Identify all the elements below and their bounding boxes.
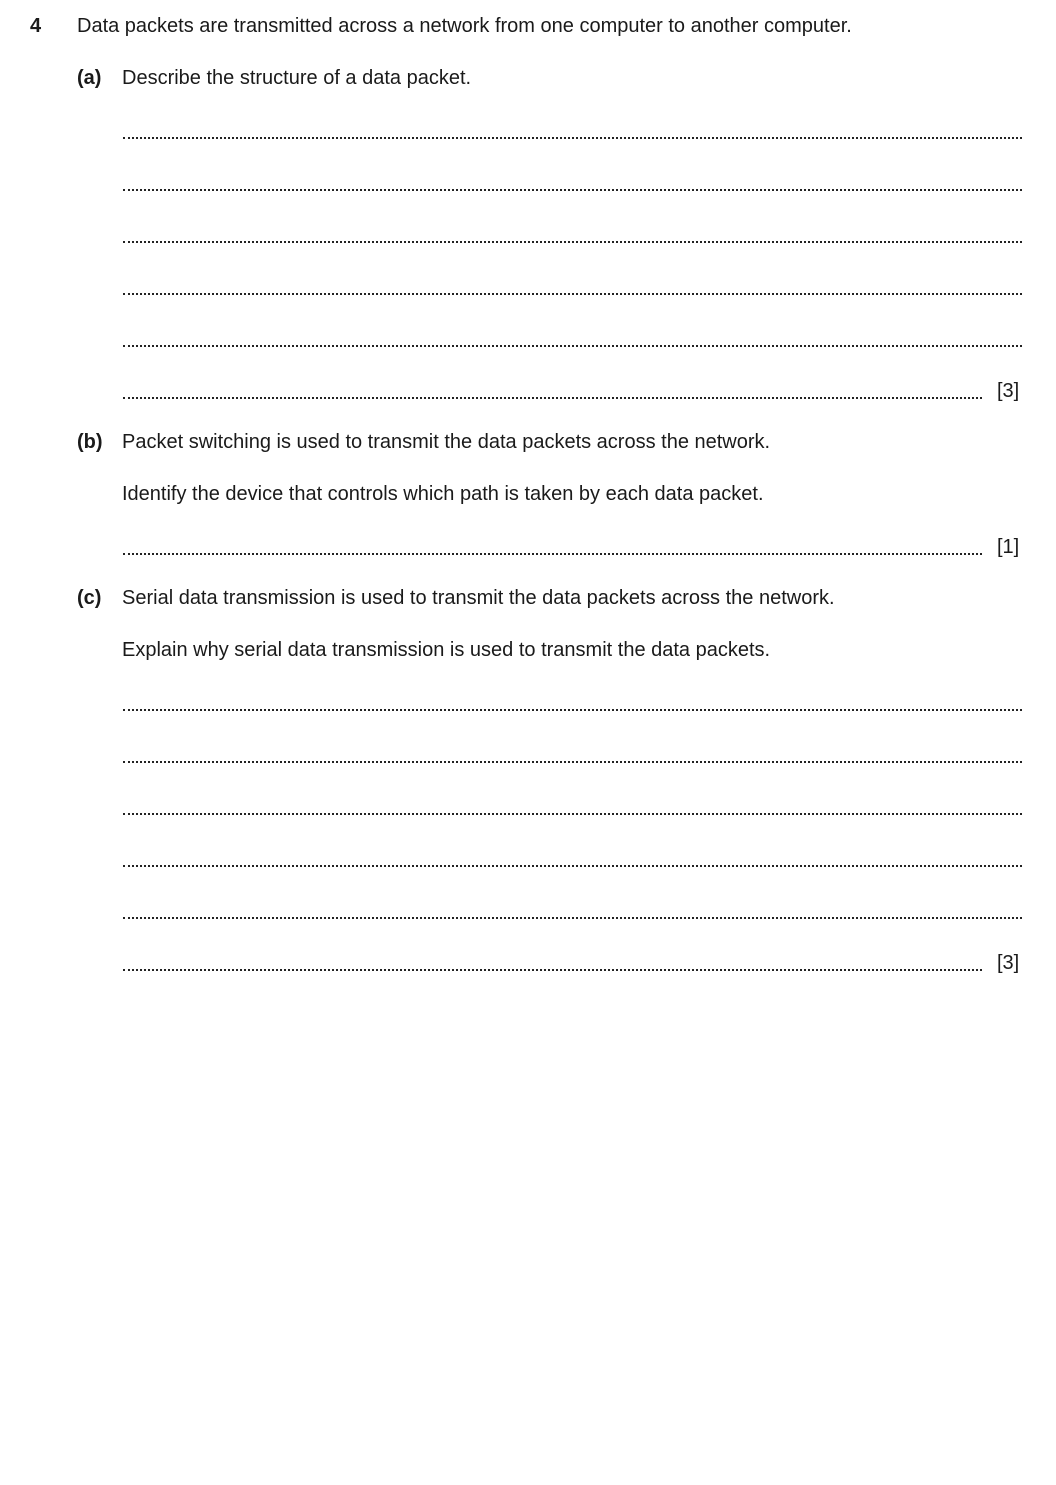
question-stem: Data packets are transmitted across a network from one computer to another computer. xyxy=(77,15,852,37)
part-a-text: Describe the structure of a data packet. xyxy=(122,67,472,89)
part-b-marks: [1] xyxy=(997,536,1020,558)
part-c-instruction: Explain why serial data transmission is used to transmit the data packets. xyxy=(122,639,771,661)
answer-line[interactable] xyxy=(123,969,982,971)
answer-line[interactable] xyxy=(123,189,1022,191)
part-c-text: Serial data transmission is used to transmit the data packets across the network. xyxy=(122,587,835,609)
part-a-marks: [3] xyxy=(997,380,1020,402)
part-b-text: Packet switching is used to transmit the data packets across the network. xyxy=(122,431,771,453)
question-number: 4 xyxy=(30,15,42,37)
answer-line[interactable] xyxy=(123,553,982,555)
part-c-marks: [3] xyxy=(997,952,1020,974)
answer-line[interactable] xyxy=(123,397,982,399)
answer-line[interactable] xyxy=(123,137,1022,139)
part-c-label: (c) xyxy=(77,587,102,609)
answer-line[interactable] xyxy=(123,761,1022,763)
answer-line[interactable] xyxy=(123,813,1022,815)
answer-line[interactable] xyxy=(123,345,1022,347)
answer-line[interactable] xyxy=(123,241,1022,243)
part-b-label: (b) xyxy=(77,431,103,453)
answer-line[interactable] xyxy=(123,293,1022,295)
answer-line[interactable] xyxy=(123,709,1022,711)
answer-line[interactable] xyxy=(123,865,1022,867)
part-a-label: (a) xyxy=(77,67,102,89)
answer-line[interactable] xyxy=(123,917,1022,919)
part-b-instruction: Identify the device that controls which path is taken by each data packet. xyxy=(122,483,764,505)
